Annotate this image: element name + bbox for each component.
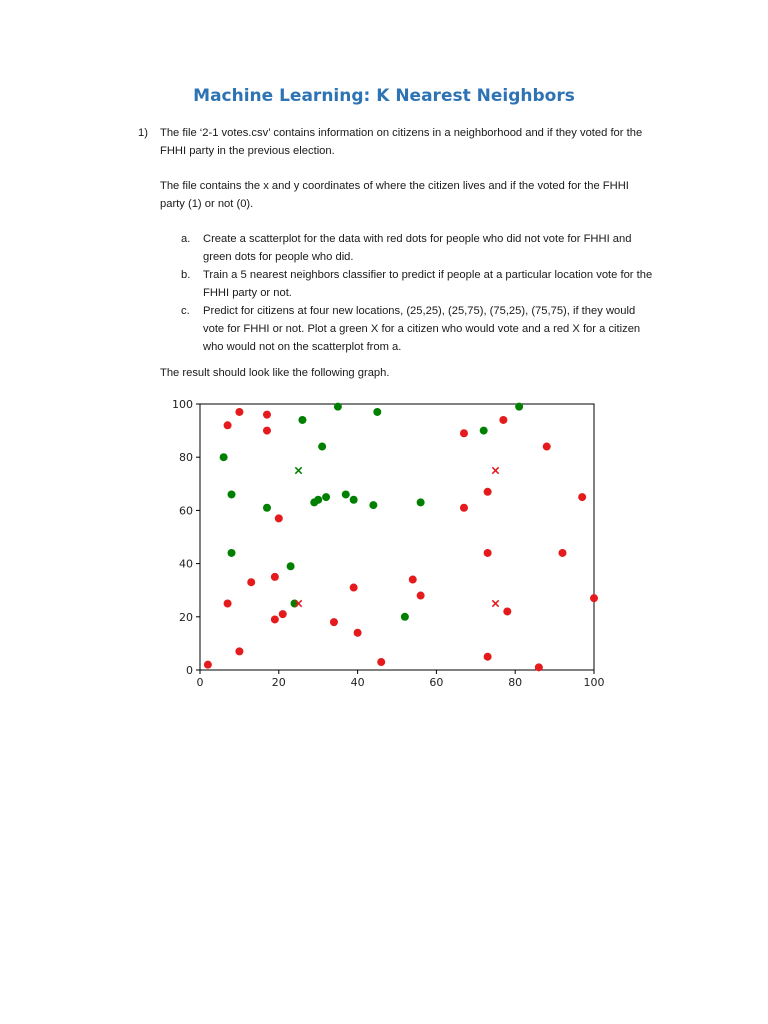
data-point — [314, 496, 322, 504]
list-item-text: Train a 5 nearest neighbors classifier to predict if people at a particular location vote for the FHHI party or not. — [203, 269, 653, 299]
y-tick-label: 40 — [179, 557, 193, 571]
x-tick-label: 40 — [350, 676, 365, 689]
prediction-x-marker — [492, 600, 498, 606]
list-marker: c. — [181, 305, 190, 317]
data-point — [330, 618, 338, 626]
data-point — [318, 443, 326, 451]
list-item-text: Create a scatterplot for the data with red dots for people who did not vote for FHHI and green dots for people who did. — [203, 233, 632, 263]
data-point — [271, 573, 279, 581]
list-marker: a. — [181, 233, 191, 245]
data-point — [263, 427, 271, 435]
data-point — [220, 453, 228, 461]
prediction-x-marker — [492, 467, 498, 473]
data-point — [417, 498, 425, 506]
data-point — [287, 562, 295, 570]
data-point — [460, 429, 468, 437]
data-point — [350, 584, 358, 592]
data-point — [228, 490, 236, 498]
data-point — [484, 488, 492, 496]
data-point — [377, 658, 385, 666]
data-point — [334, 403, 342, 411]
list-marker: b. — [181, 269, 191, 281]
data-point — [235, 647, 243, 655]
data-point — [480, 427, 488, 435]
data-point — [342, 490, 350, 498]
data-point — [535, 663, 543, 671]
data-point — [503, 607, 511, 615]
data-point — [484, 549, 492, 557]
data-point — [460, 504, 468, 512]
data-point — [204, 661, 212, 669]
data-point — [417, 592, 425, 600]
x-tick-label: 100 — [583, 676, 605, 689]
intro-paragraph: The file ‘2-1 votes.csv’ contains information on citizens in a neighborhood and if they voted for the FHHI party in the previous election. — [160, 127, 643, 157]
data-point — [228, 549, 236, 557]
data-point — [515, 403, 523, 411]
x-tick-label: 60 — [429, 676, 444, 689]
list-item — [160, 230, 653, 266]
data-point — [409, 576, 417, 584]
question-number: 1) — [138, 127, 148, 139]
x-tick-label: 80 — [508, 676, 523, 689]
plot-frame — [200, 404, 594, 670]
x-tick-label: 0 — [196, 676, 204, 689]
data-point — [543, 443, 551, 451]
data-point — [499, 416, 507, 424]
data-point — [263, 411, 271, 419]
result-paragraph: The result should look like the following graph. — [160, 367, 390, 379]
data-point — [484, 653, 492, 661]
data-point — [298, 416, 306, 424]
task-list — [160, 230, 660, 356]
list-item-text: Predict for citizens at four new locations, (25,25), (25,75), (75,25), (75,75), if they would vote for FHHI or not. Plot a green X for a citizen who would vote and a red X for a citizen who would not on the scatterplot from a. — [203, 305, 641, 353]
data-point — [224, 421, 232, 429]
data-point — [271, 615, 279, 623]
data-point — [224, 600, 232, 608]
data-point — [558, 549, 566, 557]
y-tick-label: 80 — [179, 451, 193, 465]
data-point — [590, 594, 598, 602]
data-point — [354, 629, 362, 637]
data-point — [291, 600, 299, 608]
prediction-x-marker — [295, 467, 301, 473]
scatter-chart — [160, 392, 620, 702]
data-point — [279, 610, 287, 618]
x-tick-label: 20 — [271, 676, 286, 689]
list-item — [160, 302, 653, 356]
y-tick-label: 100 — [172, 398, 193, 411]
data-point — [369, 501, 377, 509]
y-tick-label: 0 — [186, 664, 193, 677]
file-description-paragraph: The file contains the x and y coordinates of where the citizen lives and if the voted for the FHHI party (1) or not (0). — [160, 180, 629, 210]
data-point — [373, 408, 381, 416]
data-point — [578, 493, 586, 501]
data-point — [235, 408, 243, 416]
data-point — [322, 493, 330, 501]
data-point — [247, 578, 255, 586]
data-point — [263, 504, 271, 512]
y-tick-label: 20 — [179, 610, 193, 624]
page-title: Machine Learning: K Nearest Neighbors — [193, 86, 575, 106]
y-tick-label: 60 — [179, 504, 193, 518]
list-item — [160, 266, 653, 302]
data-point — [350, 496, 358, 504]
data-point — [275, 514, 283, 522]
data-point — [401, 613, 409, 621]
